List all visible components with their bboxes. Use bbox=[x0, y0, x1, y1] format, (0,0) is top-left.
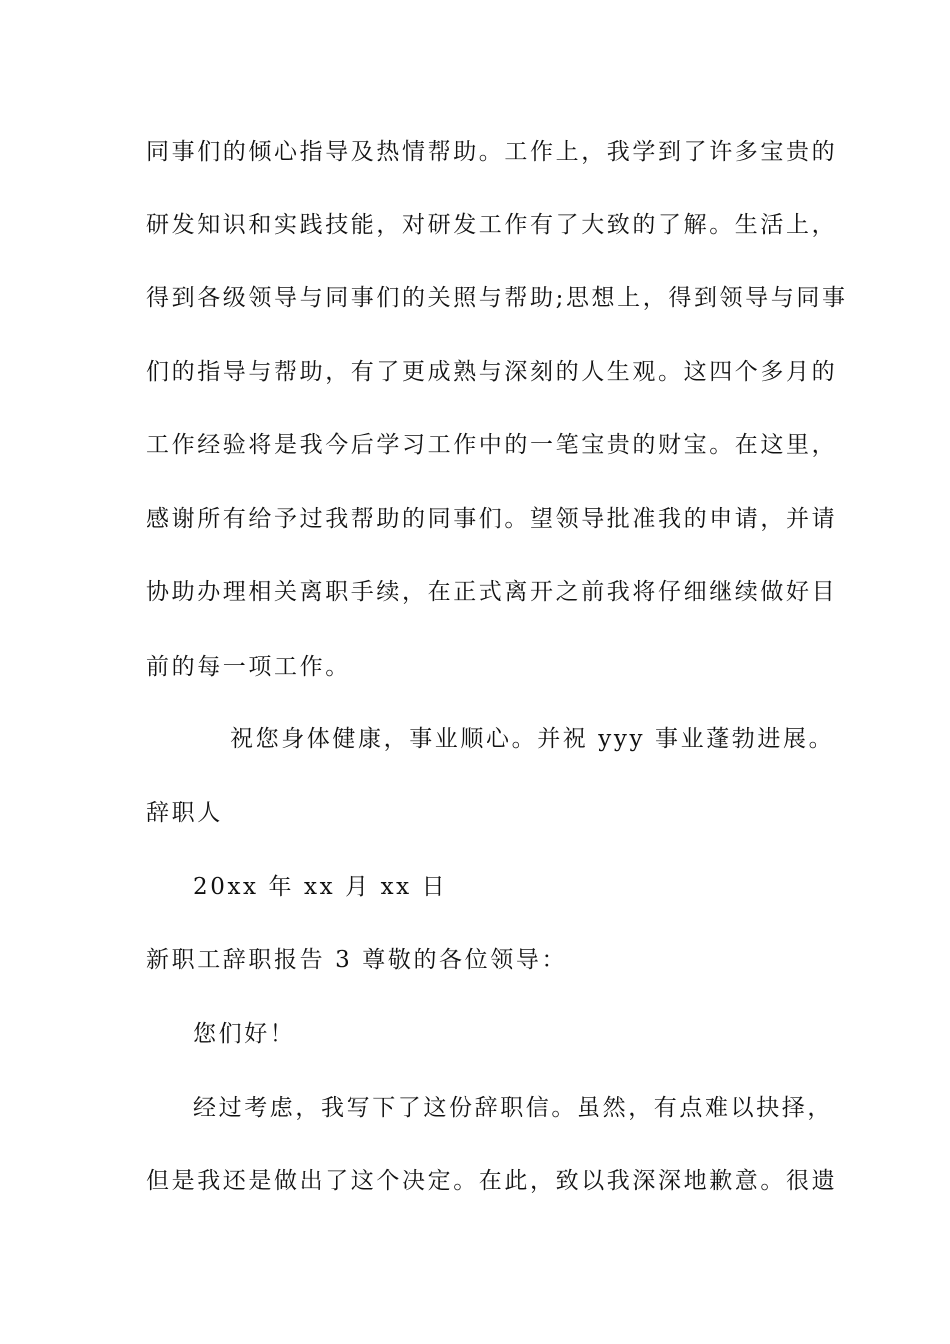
paragraph-line: 前的每一项工作。 bbox=[146, 654, 351, 680]
paragraph-line: 感谢所有给予过我帮助的同事们。望领导批准我的申请，并请 bbox=[146, 506, 838, 532]
signer-label: 辞职人 bbox=[146, 800, 223, 826]
paragraph-line: 得到各级领导与同事们的关照与帮助;思想上，得到领导与同事 bbox=[146, 285, 848, 311]
paragraph-line: 研发知识和实践技能，对研发工作有了大致的了解。生活上， bbox=[146, 212, 838, 238]
paragraph-line: 但是我还是做出了这个决定。在此，致以我深深地歉意。很遗 bbox=[146, 1168, 838, 1194]
greeting: 您们好！ bbox=[193, 1021, 296, 1047]
paragraph-line: 们的指导与帮助，有了更成熟与深刻的人生观。这四个多月的 bbox=[146, 359, 838, 385]
paragraph-line: 协助办理相关离职手续，在正式离开之前我将仔细继续做好目 bbox=[146, 579, 838, 605]
closing-wish: 祝您身体健康，事业顺心。并祝 yyy 事业蓬勃进展。 bbox=[230, 726, 835, 752]
letter-date: 20xx 年 xx 月 xx 日 bbox=[193, 874, 448, 900]
paragraph-line: 经过考虑，我写下了这份辞职信。虽然，有点难以抉择， bbox=[193, 1095, 833, 1121]
section-heading: 新职工辞职报告 3 尊敬的各位领导： bbox=[146, 947, 568, 973]
paragraph-line: 同事们的倾心指导及热情帮助。工作上，我学到了许多宝贵的 bbox=[146, 139, 838, 165]
paragraph-line: 工作经验将是我今后学习工作中的一笔宝贵的财宝。在这里， bbox=[146, 432, 838, 458]
